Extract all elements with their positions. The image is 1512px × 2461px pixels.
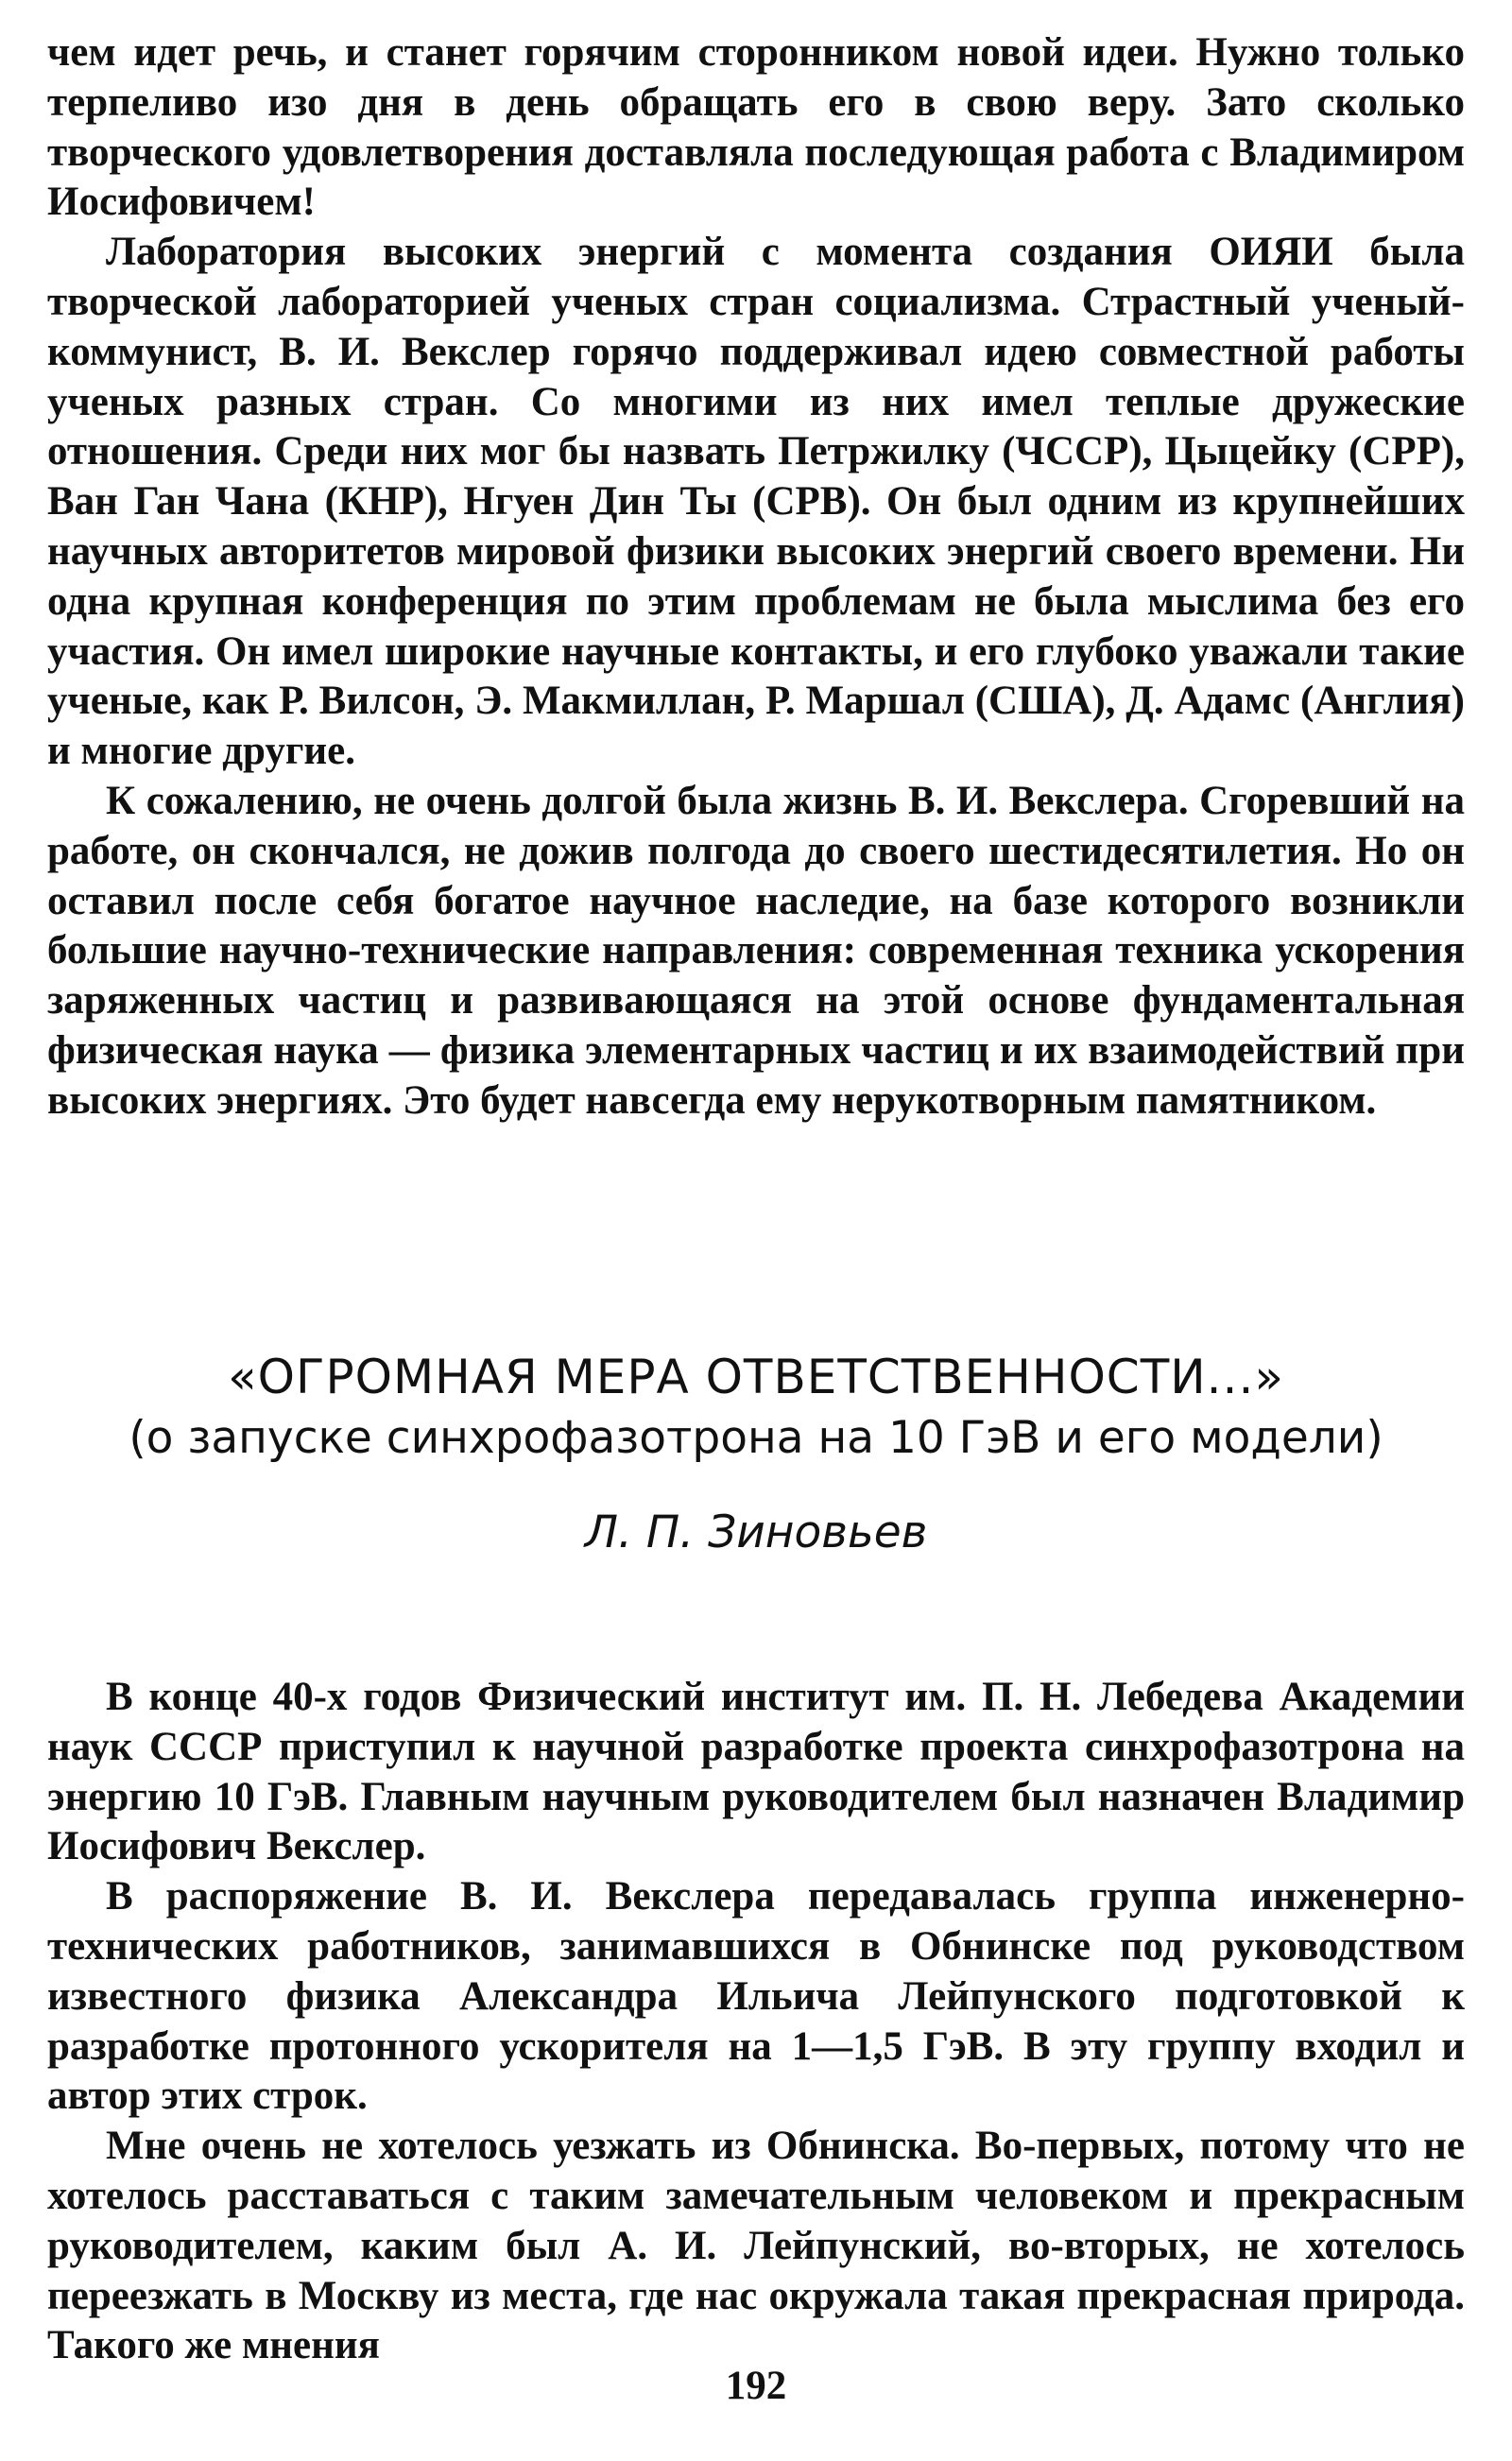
page-number: 192 [725, 2364, 787, 2408]
paragraph-obninsk: Мне очень не хотелось уезжать из Обнинска. Во-первых, потому что не хотелось расставаться с таким замечательным человеком и прекрасным руководителем, каким был А. И. Лейпунский, во-вторых, не хотелось переезжать в Москву из места, где нас окружала такая прекрасная природа. Такого же мнения [47, 2124, 1465, 2368]
article-title: «ОГРОМНАЯ МЕРА ОТВЕТСТВЕННОСТИ...» [228, 1350, 1284, 1404]
article-subtitle: (о запуске синхрофазотрона на 10 ГэВ и его модели) [129, 1412, 1383, 1464]
paragraph-intro: В конце 40-х годов Физический институт им. П. Н. Лебедева Академии наук СССР приступил к научной разработке проекта синхрофазотрона на энергию 10 ГэВ. Главным научным руководителем был назначен Владимир Иосифович Векслер. [47, 1675, 1465, 1869]
article-heading [47, 1347, 1465, 1560]
paragraph-continuation: чем идет речь, и станет горячим сторонником новой идеи. Нужно только терпеливо изо дня в день обращать его в свою веру. Зато сколько творческого удовлетворения доставляла последующая работа с Владимиром Иосифовичем! [47, 30, 1465, 225]
article-author: Л. П. Зиновьев [584, 1506, 928, 1558]
article-body [47, 1673, 1465, 2371]
paragraph-laboratory: Лаборатория высоких энергий с момента создания ОИЯИ была творческой лабораторией ученых стран социализма. Страстный ученый-коммунист, В. И. Векслер горячо поддерживал идею совместной работы ученых разных стран. Со многими из них имел теплые дружеские отношения. Среди них мог бы назвать Петржилку (ЧССР), Цыцейку (СРР), Ван Ган Чана (КНР), Нгуен Дин Ты (СРВ). Он был одним из крупнейших научных авторитетов мировой физики высоких энергий своего времени. Ни одна крупная конференция по этим проблемам не была мыслима без его участия. Он имел широкие научные контакты, и его глубоко уважали такие ученые, как Р. Вилсон, Э. Макмиллан, Р. Маршал (США), Д. Адамс (Англия) и многие другие. [47, 230, 1465, 774]
top-text-block [47, 28, 1465, 1127]
paragraph-group: В распоряжение В. И. Векслера передавалась группа инженерно-технических работников, занимавшихся в Обнинске под руководством известного физика Александра Ильича Лейпунского подготовкой к разработке протонного ускорителя на 1—1,5 ГэВ. В эту группу входил и автор этих строк. [47, 1874, 1465, 2119]
paragraph-legacy: К сожалению, не очень долгой была жизнь В. И. Векслера. Сгоревший на работе, он скончался, не дожив полгода до своего шестидесятилетия. Но он оставил после себя богатое научное наследие, на базе которого возникли большие научно-технические направления: современная техника ускорения заряженных частиц и развивающаяся на этой основе фундаментальная физическая наука — физика элементарных частиц и их взаимодействий при высоких энергиях. Это будет навсегда ему нерукотворным памятником. [47, 778, 1465, 1123]
